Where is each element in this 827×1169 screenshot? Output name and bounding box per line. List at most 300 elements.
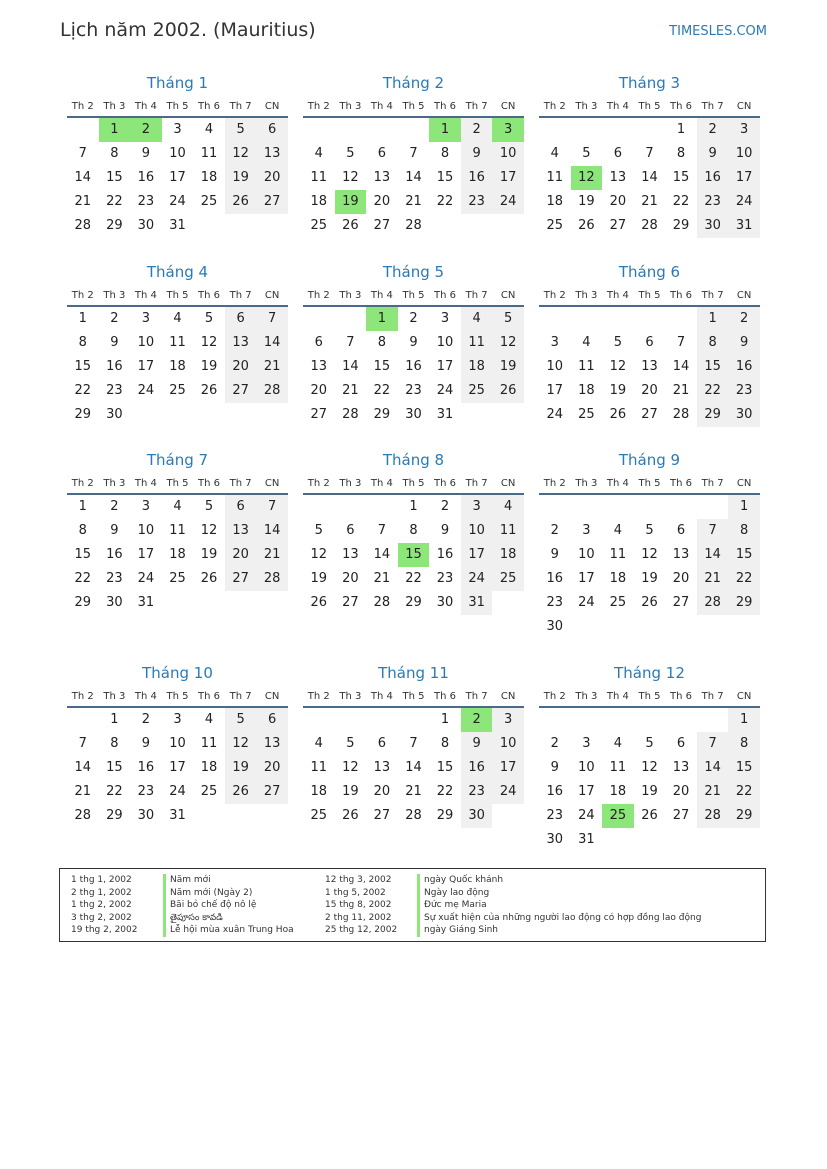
day-cell: 6 — [314, 335, 323, 350]
holiday-day-cell: 2 — [130, 118, 162, 142]
weekday-header: Th 7 — [225, 472, 257, 495]
day-cell: 21 — [641, 194, 658, 209]
weekday-header: Th 3 — [335, 685, 367, 708]
day-cell: 19 — [225, 756, 257, 780]
day-cell: 9 — [440, 523, 450, 538]
weekday-header: Th 6 — [665, 685, 697, 708]
day-cell: 11 — [578, 359, 595, 374]
weekday-header: Th 6 — [665, 472, 697, 495]
day-cell: 21 — [74, 194, 92, 209]
day-cell: 24 — [137, 383, 155, 398]
day-cell: 27 — [672, 595, 690, 610]
day-cell: 19 — [200, 547, 218, 562]
day-cell: 20 — [225, 355, 257, 379]
day-cell: 11 — [169, 335, 186, 350]
empty-day-cell — [303, 118, 335, 142]
day-cell: 30 — [137, 218, 155, 233]
month-name: Tháng 9 — [618, 451, 681, 469]
day-cell: 20 — [310, 383, 328, 398]
month-days-grid — [303, 93, 524, 238]
weekday-header: Th 7 — [697, 95, 729, 118]
month-days-grid — [67, 470, 288, 615]
weekday-header: Th 7 — [461, 284, 493, 307]
day-cell: 8 — [676, 146, 686, 161]
day-cell: 24 — [169, 784, 186, 799]
month-name: Tháng 3 — [618, 74, 681, 92]
weekday-header: Th 6 — [665, 284, 697, 307]
day-cell: 21 — [373, 571, 391, 586]
day-cell: 11 — [492, 519, 524, 543]
day-cell: 10 — [578, 760, 595, 775]
day-cell: 26 — [641, 595, 658, 610]
day-cell: 24 — [578, 808, 595, 823]
day-cell: 19 — [200, 359, 218, 374]
day-cell: 17 — [169, 170, 186, 185]
day-cell: 12 — [641, 547, 658, 562]
day-cell: 25 — [492, 567, 524, 591]
day-cell: 4 — [204, 712, 214, 727]
empty-day-cell — [634, 307, 666, 331]
holiday-name: Năm mới (Ngày 2) — [163, 887, 252, 900]
day-cell: 2 — [697, 118, 729, 142]
day-cell: 22 — [672, 194, 690, 209]
day-cell: 27 — [225, 379, 257, 403]
day-cell: 30 — [546, 832, 564, 847]
day-cell: 21 — [256, 543, 288, 567]
day-cell: 3 — [141, 499, 151, 514]
day-cell: 29 — [106, 218, 123, 233]
month-block — [303, 73, 524, 238]
day-cell: 8 — [78, 523, 87, 538]
weekday-header: Th 6 — [193, 284, 225, 307]
day-cell: 1 — [728, 495, 760, 519]
day-cell: 23 — [546, 808, 564, 823]
day-cell: 16 — [546, 571, 564, 586]
day-cell: 17 — [169, 760, 186, 775]
empty-day-cell — [335, 307, 367, 331]
month-name: Tháng 2 — [382, 74, 445, 92]
day-cell: 19 — [310, 571, 328, 586]
day-cell: 8 — [440, 146, 450, 161]
weekday-header: Th 4 — [602, 284, 634, 307]
day-cell: 12 — [310, 547, 328, 562]
holiday-date: 1 thg 2, 2002 — [71, 900, 132, 910]
empty-day-cell — [571, 118, 603, 142]
month-block — [67, 663, 288, 828]
day-cell: 7 — [377, 523, 387, 538]
day-cell: 26 — [225, 780, 257, 804]
day-cell: 25 — [578, 407, 595, 422]
day-cell: 31 — [436, 407, 454, 422]
day-cell: 7 — [697, 519, 729, 543]
weekday-header: Th 5 — [398, 472, 430, 495]
day-cell: 9 — [141, 736, 151, 751]
weekday-header: Th 6 — [193, 472, 225, 495]
weekday-header: Th 2 — [539, 95, 571, 118]
day-cell: 20 — [672, 571, 690, 586]
empty-day-cell — [665, 307, 697, 331]
weekday-header: Th 3 — [335, 284, 367, 307]
month-block — [303, 262, 524, 427]
weekday-header: Th 6 — [429, 472, 461, 495]
day-cell: 29 — [74, 595, 92, 610]
day-cell: 14 — [342, 359, 359, 374]
day-cell: 12 — [342, 170, 359, 185]
day-cell: 11 — [609, 547, 627, 562]
month-name: Tháng 1 — [146, 74, 209, 92]
weekday-header: Th 3 — [571, 472, 603, 495]
day-cell: 14 — [405, 170, 422, 185]
day-cell: 5 — [225, 118, 257, 142]
holiday-date: 2 thg 11, 2002 — [325, 912, 392, 923]
day-cell: 24 — [492, 780, 524, 804]
day-cell: 1 — [110, 712, 119, 727]
day-cell: 19 — [225, 166, 257, 190]
day-cell: 25 — [461, 379, 493, 403]
day-cell: 11 — [200, 736, 218, 751]
day-cell: 31 — [461, 591, 493, 615]
day-cell: 9 — [550, 760, 559, 775]
day-cell: 27 — [342, 595, 359, 610]
day-cell: 9 — [550, 547, 559, 562]
weekday-header: Th 3 — [571, 685, 603, 708]
day-cell: 10 — [137, 523, 155, 538]
day-cell: 3 — [141, 311, 151, 326]
day-cell: 4 — [204, 122, 214, 137]
day-cell: 25 — [200, 784, 218, 799]
day-cell: 5 — [314, 523, 323, 538]
weekday-header: Th 2 — [539, 472, 571, 495]
day-cell: 24 — [169, 194, 186, 209]
day-cell: 28 — [74, 808, 92, 823]
day-cell: 6 — [377, 146, 387, 161]
day-cell: 21 — [342, 383, 359, 398]
day-cell: 24 — [578, 595, 595, 610]
day-cell: 31 — [169, 808, 186, 823]
weekday-header: Th 2 — [303, 685, 335, 708]
empty-day-cell — [303, 495, 335, 519]
day-cell: 3 — [173, 712, 182, 727]
day-cell: 27 — [225, 567, 257, 591]
day-cell: 22 — [405, 571, 422, 586]
day-cell: 20 — [672, 784, 690, 799]
day-cell: 10 — [546, 359, 564, 374]
day-cell: 24 — [546, 407, 564, 422]
day-cell: 19 — [342, 784, 359, 799]
weekday-header: Th 5 — [162, 472, 194, 495]
day-cell: 16 — [697, 166, 729, 190]
day-cell: 23 — [405, 383, 422, 398]
holiday-name: Ngày lao động — [417, 887, 489, 900]
holiday-name: Đức mẹ Maria — [417, 899, 487, 912]
day-cell: 6 — [645, 335, 654, 350]
day-cell: 7 — [409, 736, 418, 751]
day-cell: 22 — [436, 194, 454, 209]
day-cell: 1 — [78, 499, 87, 514]
holiday-name: ngày Quốc khánh — [417, 874, 503, 887]
weekday-header: Th 2 — [303, 284, 335, 307]
weekday-header: CN — [256, 284, 288, 307]
month-days-grid — [539, 282, 760, 427]
weekday-header: Th 4 — [130, 685, 162, 708]
day-cell: 30 — [436, 595, 454, 610]
day-cell: 12 — [342, 760, 359, 775]
empty-day-cell — [539, 495, 571, 519]
day-cell: 5 — [613, 335, 623, 350]
day-cell: 14 — [74, 170, 92, 185]
day-cell: 14 — [641, 170, 658, 185]
day-cell: 22 — [74, 383, 92, 398]
day-cell: 16 — [137, 760, 155, 775]
empty-day-cell — [665, 708, 697, 732]
day-cell: 22 — [106, 784, 123, 799]
day-cell: 28 — [74, 218, 92, 233]
empty-day-cell — [634, 118, 666, 142]
day-cell: 29 — [373, 407, 391, 422]
day-cell: 14 — [373, 547, 391, 562]
day-cell: 18 — [461, 355, 493, 379]
day-cell: 19 — [641, 784, 658, 799]
day-cell: 11 — [546, 170, 564, 185]
weekday-header: Th 5 — [398, 685, 430, 708]
weekday-header: Th 2 — [67, 284, 99, 307]
holiday-name: Bãi bỏ chế độ nô lệ — [163, 899, 256, 912]
day-cell: 14 — [672, 359, 690, 374]
day-cell: 27 — [641, 407, 658, 422]
day-cell: 13 — [256, 732, 288, 756]
day-cell: 15 — [728, 543, 760, 567]
site-link[interactable]: TIMESLES.COM — [669, 24, 767, 39]
day-cell: 20 — [373, 194, 391, 209]
day-cell: 5 — [645, 736, 654, 751]
day-cell: 31 — [728, 214, 760, 238]
empty-day-cell — [602, 495, 634, 519]
day-cell: 20 — [609, 194, 627, 209]
day-cell: 1 — [676, 122, 686, 137]
day-cell: 23 — [461, 780, 493, 804]
day-cell: 29 — [697, 403, 729, 427]
day-cell: 30 — [461, 804, 493, 828]
day-cell: 1 — [78, 311, 87, 326]
day-cell: 29 — [436, 808, 454, 823]
day-cell: 28 — [256, 567, 288, 591]
weekday-header: Th 7 — [225, 685, 257, 708]
day-cell: 12 — [200, 335, 218, 350]
day-cell: 7 — [697, 732, 729, 756]
day-cell: 16 — [728, 355, 760, 379]
day-cell: 30 — [405, 407, 422, 422]
weekday-header: Th 5 — [162, 685, 194, 708]
weekday-header: Th 3 — [571, 284, 603, 307]
day-cell: 16 — [546, 784, 564, 799]
day-cell: 3 — [550, 335, 559, 350]
weekday-header: Th 5 — [398, 95, 430, 118]
day-cell: 31 — [137, 595, 155, 610]
empty-day-cell — [539, 118, 571, 142]
day-cell: 6 — [225, 307, 257, 331]
day-cell: 26 — [342, 218, 359, 233]
day-cell: 26 — [200, 383, 218, 398]
holiday-day-cell: 1 — [429, 118, 461, 142]
day-cell: 23 — [106, 383, 123, 398]
day-cell: 11 — [200, 146, 218, 161]
day-cell: 29 — [728, 804, 760, 828]
day-cell: 11 — [169, 523, 186, 538]
empty-day-cell — [665, 495, 697, 519]
day-cell: 31 — [169, 218, 186, 233]
day-cell: 3 — [492, 708, 524, 732]
day-cell: 26 — [492, 379, 524, 403]
day-cell: 15 — [436, 760, 454, 775]
day-cell: 25 — [310, 218, 328, 233]
day-cell: 20 — [342, 571, 359, 586]
month-name: Tháng 11 — [378, 664, 449, 682]
holiday-name: తైపూసం కావడి — [163, 912, 223, 925]
empty-day-cell — [697, 495, 729, 519]
day-cell: 3 — [582, 736, 591, 751]
day-cell: 10 — [492, 732, 524, 756]
day-cell: 13 — [641, 359, 658, 374]
weekday-header: Th 5 — [634, 284, 666, 307]
weekday-header: Th 4 — [366, 95, 398, 118]
day-cell: 14 — [405, 760, 422, 775]
month-days-grid — [67, 93, 288, 238]
day-cell: 28 — [256, 379, 288, 403]
day-cell: 30 — [137, 808, 155, 823]
day-cell: 20 — [256, 756, 288, 780]
day-cell: 11 — [461, 331, 493, 355]
weekday-header: CN — [728, 95, 760, 118]
day-cell: 11 — [609, 760, 627, 775]
day-cell: 14 — [256, 331, 288, 355]
day-cell: 3 — [582, 523, 591, 538]
day-cell: 26 — [225, 190, 257, 214]
day-cell: 17 — [436, 359, 454, 374]
empty-day-cell — [571, 495, 603, 519]
day-cell: 27 — [373, 218, 391, 233]
day-cell: 10 — [169, 736, 186, 751]
empty-day-cell — [67, 118, 99, 142]
day-cell: 21 — [256, 355, 288, 379]
day-cell: 9 — [409, 335, 418, 350]
day-cell: 24 — [137, 571, 155, 586]
month-days-grid — [539, 683, 760, 852]
month-block — [539, 450, 760, 639]
day-cell: 7 — [409, 146, 418, 161]
holiday-day-cell: 15 — [398, 543, 430, 567]
day-cell: 10 — [578, 547, 595, 562]
day-cell: 17 — [578, 784, 595, 799]
day-cell: 14 — [256, 519, 288, 543]
day-cell: 28 — [672, 407, 690, 422]
weekday-header: Th 7 — [697, 685, 729, 708]
weekday-header: Th 4 — [366, 472, 398, 495]
day-cell: 22 — [697, 379, 729, 403]
day-cell: 30 — [546, 619, 564, 634]
day-cell: 22 — [728, 780, 760, 804]
day-cell: 30 — [106, 595, 123, 610]
empty-day-cell — [303, 307, 335, 331]
weekday-header: Th 4 — [602, 95, 634, 118]
day-cell: 4 — [492, 495, 524, 519]
weekday-header: Th 7 — [461, 685, 493, 708]
empty-day-cell — [303, 708, 335, 732]
holiday-date: 1 thg 5, 2002 — [325, 887, 386, 898]
month-days-grid — [539, 470, 760, 639]
day-cell: 5 — [582, 146, 591, 161]
day-cell: 2 — [141, 712, 151, 727]
day-cell: 28 — [697, 591, 729, 615]
day-cell: 6 — [676, 523, 686, 538]
day-cell: 16 — [461, 756, 493, 780]
day-cell: 27 — [256, 190, 288, 214]
month-block — [67, 262, 288, 427]
day-cell: 15 — [74, 359, 92, 374]
day-cell: 21 — [405, 194, 422, 209]
weekday-header: Th 3 — [571, 95, 603, 118]
weekday-header: Th 2 — [67, 472, 99, 495]
holiday-day-cell: 12 — [571, 166, 603, 190]
page-title: Lịch năm 2002. (Mauritius) — [60, 19, 316, 41]
day-cell: 2 — [440, 499, 450, 514]
day-cell: 13 — [609, 170, 627, 185]
weekday-header: Th 3 — [99, 685, 131, 708]
day-cell: 25 — [546, 218, 564, 233]
day-cell: 7 — [346, 335, 355, 350]
day-cell: 9 — [461, 142, 493, 166]
day-cell: 8 — [409, 523, 418, 538]
empty-day-cell — [602, 118, 634, 142]
weekday-header: Th 3 — [335, 472, 367, 495]
weekday-header: Th 5 — [634, 472, 666, 495]
weekday-header: Th 7 — [461, 472, 493, 495]
holiday-day-cell: 1 — [99, 118, 131, 142]
weekday-header: Th 6 — [193, 95, 225, 118]
empty-day-cell — [335, 118, 367, 142]
day-cell: 8 — [440, 736, 450, 751]
day-cell: 9 — [728, 331, 760, 355]
day-cell: 20 — [256, 166, 288, 190]
day-cell: 1 — [728, 708, 760, 732]
weekday-header: Th 6 — [429, 685, 461, 708]
day-cell: 2 — [110, 311, 119, 326]
empty-day-cell — [539, 708, 571, 732]
weekday-header: CN — [492, 95, 524, 118]
day-cell: 25 — [169, 383, 186, 398]
weekday-header: CN — [256, 472, 288, 495]
day-cell: 3 — [728, 118, 760, 142]
day-cell: 24 — [728, 190, 760, 214]
weekday-header: Th 2 — [303, 95, 335, 118]
day-cell: 6 — [256, 708, 288, 732]
day-cell: 15 — [74, 547, 92, 562]
month-name: Tháng 7 — [146, 451, 209, 469]
weekday-header: CN — [256, 685, 288, 708]
month-days-grid — [303, 683, 524, 828]
month-block — [303, 663, 524, 828]
day-cell: 23 — [436, 571, 454, 586]
day-cell: 6 — [256, 118, 288, 142]
weekday-header: Th 2 — [303, 472, 335, 495]
day-cell: 18 — [492, 543, 524, 567]
day-cell: 4 — [582, 335, 591, 350]
day-cell: 22 — [728, 567, 760, 591]
weekday-header: Th 4 — [130, 472, 162, 495]
weekday-header: Th 7 — [697, 472, 729, 495]
month-name: Tháng 8 — [382, 451, 445, 469]
day-cell: 13 — [310, 359, 328, 374]
empty-day-cell — [602, 307, 634, 331]
